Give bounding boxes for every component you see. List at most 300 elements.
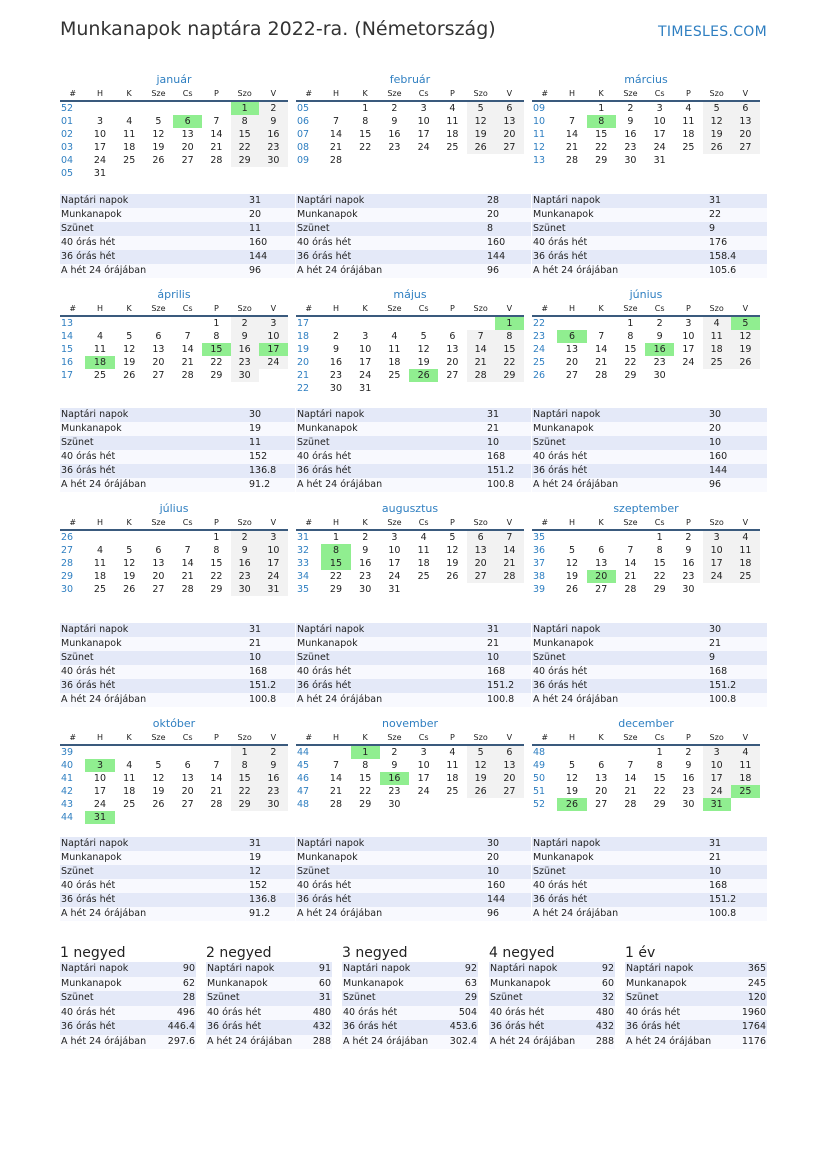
day-cell[interactable]: 7: [598, 331, 605, 342]
day-cell[interactable]: 24: [653, 142, 666, 153]
day-cell[interactable]: 17: [259, 557, 288, 570]
day-cell[interactable]: 13: [595, 558, 608, 569]
day-cell[interactable]: 8: [587, 115, 616, 128]
day-cell[interactable]: 2: [656, 318, 663, 329]
day-cell[interactable]: 5: [731, 317, 760, 330]
day-cell[interactable]: 28: [624, 799, 637, 810]
day-cell[interactable]: 23: [624, 142, 637, 153]
day-cell[interactable]: 2: [627, 103, 634, 114]
day-cell[interactable]: 13: [495, 759, 524, 772]
day-cell[interactable]: 18: [123, 142, 136, 153]
day-cell[interactable]: 22: [231, 785, 259, 798]
day-cell[interactable]: 14: [467, 343, 495, 356]
day-cell[interactable]: 2: [259, 102, 288, 115]
day-cell[interactable]: 27: [181, 155, 194, 166]
day-cell[interactable]: 2: [685, 747, 692, 758]
day-cell[interactable]: 7: [332, 760, 339, 771]
day-cell[interactable]: 12: [703, 115, 731, 128]
day-cell[interactable]: 22: [495, 356, 524, 369]
day-cell[interactable]: 23: [388, 142, 401, 153]
day-cell[interactable]: 17: [703, 557, 731, 570]
day-cell[interactable]: 16: [682, 558, 695, 569]
day-cell[interactable]: 12: [467, 115, 495, 128]
day-cell[interactable]: 23: [231, 570, 259, 583]
day-cell[interactable]: 10: [259, 544, 288, 557]
day-cell[interactable]: 17: [93, 142, 107, 153]
day-cell[interactable]: 30: [231, 583, 259, 596]
day-cell[interactable]: 13: [731, 115, 760, 128]
day-cell[interactable]: 20: [152, 571, 165, 582]
day-cell[interactable]: 22: [231, 141, 259, 154]
day-cell[interactable]: 4: [96, 331, 103, 342]
day-cell[interactable]: 11: [93, 558, 107, 569]
day-cell[interactable]: 1: [332, 532, 339, 543]
day-cell[interactable]: 20: [495, 772, 524, 785]
day-cell[interactable]: 22: [359, 142, 372, 153]
day-cell[interactable]: 4: [703, 317, 731, 330]
day-cell[interactable]: 28: [624, 584, 637, 595]
day-cell[interactable]: 30: [653, 370, 666, 381]
day-cell[interactable]: 6: [557, 330, 586, 343]
day-cell[interactable]: 2: [391, 103, 398, 114]
day-cell[interactable]: 30: [359, 584, 372, 595]
day-cell[interactable]: 26: [123, 584, 136, 595]
day-cell[interactable]: 11: [703, 330, 731, 343]
day-cell[interactable]: 19: [731, 343, 760, 356]
day-cell[interactable]: 19: [467, 128, 495, 141]
day-cell[interactable]: 19: [152, 142, 165, 153]
day-cell[interactable]: 23: [231, 356, 259, 369]
day-cell[interactable]: 18: [123, 786, 136, 797]
day-cell[interactable]: 18: [93, 571, 107, 582]
day-cell[interactable]: 15: [321, 557, 350, 570]
day-cell[interactable]: 13: [565, 344, 579, 355]
day-cell[interactable]: 26: [467, 141, 495, 154]
day-cell[interactable]: 27: [595, 799, 608, 810]
day-cell[interactable]: 12: [417, 344, 430, 355]
day-cell[interactable]: 31: [703, 798, 731, 811]
day-cell[interactable]: 28: [181, 584, 194, 595]
day-cell[interactable]: 1: [231, 746, 259, 759]
day-cell[interactable]: 15: [231, 128, 259, 141]
day-cell[interactable]: 31: [85, 811, 114, 824]
day-cell[interactable]: 26: [446, 571, 459, 582]
day-cell[interactable]: 9: [685, 760, 692, 771]
day-cell[interactable]: 23: [653, 357, 666, 368]
day-cell[interactable]: 22: [653, 571, 666, 582]
day-cell[interactable]: 27: [181, 799, 194, 810]
day-cell[interactable]: 10: [703, 544, 731, 557]
day-cell[interactable]: 27: [467, 570, 495, 583]
day-cell[interactable]: 29: [210, 370, 223, 381]
day-cell[interactable]: 1: [495, 317, 524, 330]
day-cell[interactable]: 10: [388, 545, 401, 556]
day-cell[interactable]: 10: [682, 331, 695, 342]
day-cell[interactable]: 24: [682, 357, 695, 368]
day-cell[interactable]: 3: [420, 747, 427, 758]
day-cell[interactable]: 12: [731, 330, 760, 343]
day-cell[interactable]: 11: [123, 129, 136, 140]
day-cell[interactable]: 20: [181, 142, 194, 153]
day-cell[interactable]: 3: [96, 116, 103, 127]
day-cell[interactable]: 26: [409, 369, 438, 382]
day-cell[interactable]: 15: [202, 343, 230, 356]
day-cell[interactable]: 9: [259, 115, 288, 128]
day-cell[interactable]: 24: [93, 799, 107, 810]
day-cell[interactable]: 4: [685, 103, 692, 114]
day-cell[interactable]: 6: [449, 331, 456, 342]
day-cell[interactable]: 11: [417, 545, 430, 556]
day-cell[interactable]: 29: [653, 799, 666, 810]
day-cell[interactable]: 17: [417, 773, 430, 784]
day-cell[interactable]: 16: [359, 558, 372, 569]
day-cell[interactable]: 13: [595, 773, 608, 784]
day-cell[interactable]: 21: [181, 357, 194, 368]
day-cell[interactable]: 24: [359, 370, 372, 381]
day-cell[interactable]: 30: [231, 369, 259, 382]
day-cell[interactable]: 6: [598, 760, 605, 771]
day-cell[interactable]: 22: [595, 142, 608, 153]
day-cell[interactable]: 1: [362, 103, 369, 114]
day-cell[interactable]: 18: [703, 343, 731, 356]
day-cell[interactable]: 21: [329, 786, 343, 797]
day-cell[interactable]: 28: [329, 799, 343, 810]
day-cell[interactable]: 19: [703, 128, 731, 141]
day-cell[interactable]: 3: [703, 531, 731, 544]
day-cell[interactable]: 3: [685, 318, 692, 329]
day-cell[interactable]: 14: [624, 773, 637, 784]
day-cell[interactable]: 3: [259, 317, 288, 330]
day-cell[interactable]: 26: [152, 155, 165, 166]
day-cell[interactable]: 12: [565, 558, 579, 569]
brand-link[interactable]: TIMESLES.COM: [658, 24, 767, 40]
day-cell[interactable]: 27: [495, 141, 524, 154]
day-cell[interactable]: 4: [126, 116, 133, 127]
day-cell[interactable]: 18: [731, 772, 760, 785]
day-cell[interactable]: 8: [656, 760, 663, 771]
day-cell[interactable]: 5: [568, 760, 575, 771]
day-cell[interactable]: 4: [731, 531, 760, 544]
day-cell[interactable]: 9: [259, 759, 288, 772]
day-cell[interactable]: 2: [391, 747, 398, 758]
day-cell[interactable]: 14: [565, 129, 579, 140]
day-cell[interactable]: 28: [467, 369, 495, 382]
day-cell[interactable]: 28: [495, 570, 524, 583]
day-cell[interactable]: 30: [259, 798, 288, 811]
day-cell[interactable]: 21: [565, 142, 579, 153]
day-cell[interactable]: 30: [624, 155, 637, 166]
day-cell[interactable]: 18: [388, 357, 401, 368]
day-cell[interactable]: 27: [595, 584, 608, 595]
day-cell[interactable]: 14: [181, 558, 194, 569]
day-cell[interactable]: 19: [565, 786, 579, 797]
day-cell[interactable]: 29: [495, 369, 524, 382]
day-cell[interactable]: 1: [627, 318, 634, 329]
day-cell[interactable]: 29: [624, 370, 637, 381]
day-cell[interactable]: 10: [417, 116, 430, 127]
day-cell[interactable]: 7: [213, 760, 220, 771]
day-cell[interactable]: 21: [495, 557, 524, 570]
day-cell[interactable]: 22: [329, 571, 343, 582]
day-cell[interactable]: 20: [495, 128, 524, 141]
day-cell[interactable]: 20: [565, 357, 579, 368]
day-cell[interactable]: 24: [703, 570, 731, 583]
day-cell[interactable]: 28: [329, 155, 343, 166]
day-cell[interactable]: 27: [152, 370, 165, 381]
day-cell[interactable]: 11: [93, 344, 107, 355]
day-cell[interactable]: 21: [624, 571, 637, 582]
day-cell[interactable]: 14: [210, 129, 223, 140]
day-cell[interactable]: 19: [123, 571, 136, 582]
day-cell[interactable]: 29: [231, 154, 259, 167]
day-cell[interactable]: 30: [259, 154, 288, 167]
day-cell[interactable]: 8: [362, 760, 369, 771]
day-cell[interactable]: 19: [123, 357, 136, 368]
day-cell[interactable]: 29: [653, 584, 666, 595]
day-cell[interactable]: 15: [359, 129, 372, 140]
day-cell[interactable]: 6: [155, 331, 162, 342]
day-cell[interactable]: 21: [210, 142, 223, 153]
day-cell[interactable]: 31: [653, 155, 666, 166]
day-cell[interactable]: 7: [627, 760, 634, 771]
day-cell[interactable]: 30: [388, 799, 401, 810]
day-cell[interactable]: 11: [731, 759, 760, 772]
day-cell[interactable]: 9: [362, 545, 369, 556]
day-cell[interactable]: 5: [155, 116, 162, 127]
day-cell[interactable]: 13: [152, 344, 165, 355]
day-cell[interactable]: 18: [417, 558, 430, 569]
day-cell[interactable]: 16: [380, 772, 409, 785]
day-cell[interactable]: 8: [495, 330, 524, 343]
day-cell[interactable]: 15: [231, 772, 259, 785]
day-cell[interactable]: 17: [417, 129, 430, 140]
day-cell[interactable]: 5: [126, 545, 133, 556]
day-cell[interactable]: 8: [231, 759, 259, 772]
day-cell[interactable]: 4: [731, 746, 760, 759]
day-cell[interactable]: 26: [703, 141, 731, 154]
day-cell[interactable]: 24: [703, 785, 731, 798]
day-cell[interactable]: 25: [731, 785, 760, 798]
day-cell[interactable]: 22: [359, 786, 372, 797]
day-cell[interactable]: 26: [152, 799, 165, 810]
day-cell[interactable]: 5: [449, 532, 456, 543]
day-cell[interactable]: 24: [93, 155, 107, 166]
day-cell[interactable]: 16: [329, 357, 343, 368]
day-cell[interactable]: 25: [731, 570, 760, 583]
day-cell[interactable]: 7: [627, 545, 634, 556]
day-cell[interactable]: 20: [587, 570, 616, 583]
day-cell[interactable]: 16: [231, 343, 259, 356]
day-cell[interactable]: 15: [495, 343, 524, 356]
day-cell[interactable]: 25: [123, 155, 136, 166]
day-cell[interactable]: 6: [173, 115, 202, 128]
day-cell[interactable]: 28: [210, 155, 223, 166]
day-cell[interactable]: 6: [155, 545, 162, 556]
day-cell[interactable]: 5: [467, 102, 495, 115]
day-cell[interactable]: 10: [417, 760, 430, 771]
day-cell[interactable]: 9: [685, 545, 692, 556]
day-cell[interactable]: 19: [467, 772, 495, 785]
day-cell[interactable]: 27: [446, 370, 459, 381]
day-cell[interactable]: 12: [123, 344, 136, 355]
day-cell[interactable]: 25: [388, 370, 401, 381]
day-cell[interactable]: 10: [359, 344, 372, 355]
day-cell[interactable]: 20: [467, 557, 495, 570]
day-cell[interactable]: 23: [682, 786, 695, 797]
day-cell[interactable]: 23: [359, 571, 372, 582]
day-cell[interactable]: 18: [682, 129, 695, 140]
day-cell[interactable]: 1: [231, 102, 259, 115]
day-cell[interactable]: 28: [565, 155, 579, 166]
day-cell[interactable]: 9: [391, 116, 398, 127]
day-cell[interactable]: 1: [213, 318, 220, 329]
day-cell[interactable]: 3: [391, 532, 398, 543]
day-cell[interactable]: 13: [495, 115, 524, 128]
day-cell[interactable]: 10: [703, 759, 731, 772]
day-cell[interactable]: 3: [85, 759, 114, 772]
day-cell[interactable]: 20: [595, 786, 608, 797]
day-cell[interactable]: 10: [653, 116, 666, 127]
day-cell[interactable]: 6: [184, 760, 191, 771]
day-cell[interactable]: 31: [388, 584, 401, 595]
day-cell[interactable]: 8: [321, 544, 350, 557]
day-cell[interactable]: 13: [152, 558, 165, 569]
day-cell[interactable]: 7: [213, 116, 220, 127]
day-cell[interactable]: 21: [595, 357, 608, 368]
day-cell[interactable]: 29: [595, 155, 608, 166]
day-cell[interactable]: 26: [467, 785, 495, 798]
day-cell[interactable]: 20: [152, 357, 165, 368]
day-cell[interactable]: 23: [329, 370, 343, 381]
day-cell[interactable]: 25: [93, 584, 107, 595]
day-cell[interactable]: 3: [703, 746, 731, 759]
day-cell[interactable]: 5: [126, 331, 133, 342]
day-cell[interactable]: 11: [388, 344, 401, 355]
day-cell[interactable]: 7: [184, 545, 191, 556]
day-cell[interactable]: 2: [231, 317, 259, 330]
day-cell[interactable]: 23: [259, 141, 288, 154]
day-cell[interactable]: 4: [96, 545, 103, 556]
day-cell[interactable]: 15: [359, 773, 372, 784]
day-cell[interactable]: 26: [731, 356, 760, 369]
day-cell[interactable]: 15: [210, 558, 223, 569]
day-cell[interactable]: 13: [181, 129, 194, 140]
day-cell[interactable]: 30: [682, 584, 695, 595]
day-cell[interactable]: 5: [703, 102, 731, 115]
day-cell[interactable]: 31: [93, 168, 107, 179]
day-cell[interactable]: 8: [213, 331, 220, 342]
day-cell[interactable]: 14: [210, 773, 223, 784]
day-cell[interactable]: 27: [152, 584, 165, 595]
day-cell[interactable]: 4: [126, 760, 133, 771]
day-cell[interactable]: 28: [595, 370, 608, 381]
day-cell[interactable]: 16: [231, 557, 259, 570]
day-cell[interactable]: 5: [155, 760, 162, 771]
day-cell[interactable]: 17: [388, 558, 401, 569]
day-cell[interactable]: 4: [420, 532, 427, 543]
day-cell[interactable]: 27: [495, 785, 524, 798]
day-cell[interactable]: 12: [467, 759, 495, 772]
day-cell[interactable]: 19: [417, 357, 430, 368]
day-cell[interactable]: 31: [359, 383, 372, 394]
day-cell[interactable]: 21: [329, 142, 343, 153]
day-cell[interactable]: 1: [598, 103, 605, 114]
day-cell[interactable]: 8: [231, 115, 259, 128]
day-cell[interactable]: 5: [420, 331, 427, 342]
day-cell[interactable]: 15: [624, 344, 637, 355]
day-cell[interactable]: 20: [181, 786, 194, 797]
day-cell[interactable]: 14: [181, 344, 194, 355]
day-cell[interactable]: 12: [123, 558, 136, 569]
day-cell[interactable]: 2: [362, 532, 369, 543]
day-cell[interactable]: 11: [682, 116, 695, 127]
day-cell[interactable]: 11: [123, 773, 136, 784]
day-cell[interactable]: 23: [259, 785, 288, 798]
day-cell[interactable]: 8: [213, 545, 220, 556]
day-cell[interactable]: 23: [682, 571, 695, 582]
day-cell[interactable]: 2: [332, 331, 339, 342]
day-cell[interactable]: 22: [653, 786, 666, 797]
day-cell[interactable]: 13: [446, 344, 459, 355]
day-cell[interactable]: 18: [446, 129, 459, 140]
day-cell[interactable]: 14: [624, 558, 637, 569]
day-cell[interactable]: 20: [446, 357, 459, 368]
day-cell[interactable]: 27: [565, 370, 579, 381]
day-cell[interactable]: 26: [565, 584, 579, 595]
day-cell[interactable]: 24: [417, 786, 430, 797]
day-cell[interactable]: 3: [656, 103, 663, 114]
day-cell[interactable]: 17: [653, 129, 666, 140]
day-cell[interactable]: 16: [682, 773, 695, 784]
day-cell[interactable]: 7: [495, 531, 524, 544]
day-cell[interactable]: 29: [231, 798, 259, 811]
day-cell[interactable]: 1: [656, 747, 663, 758]
day-cell[interactable]: 15: [653, 558, 666, 569]
day-cell[interactable]: 23: [388, 786, 401, 797]
day-cell[interactable]: 17: [703, 772, 731, 785]
day-cell[interactable]: 7: [184, 331, 191, 342]
day-cell[interactable]: 9: [627, 116, 634, 127]
day-cell[interactable]: 18: [446, 773, 459, 784]
day-cell[interactable]: 16: [645, 343, 674, 356]
day-cell[interactable]: 12: [152, 129, 165, 140]
day-cell[interactable]: 18: [731, 557, 760, 570]
day-cell[interactable]: 25: [682, 142, 695, 153]
day-cell[interactable]: 1: [656, 532, 663, 543]
day-cell[interactable]: 21: [210, 786, 223, 797]
day-cell[interactable]: 8: [627, 331, 634, 342]
day-cell[interactable]: 24: [259, 570, 288, 583]
day-cell[interactable]: 11: [731, 544, 760, 557]
day-cell[interactable]: 18: [85, 356, 114, 369]
day-cell[interactable]: 2: [231, 531, 259, 544]
day-cell[interactable]: 19: [152, 786, 165, 797]
day-cell[interactable]: 25: [446, 142, 459, 153]
day-cell[interactable]: 3: [420, 103, 427, 114]
day-cell[interactable]: 26: [123, 370, 136, 381]
day-cell[interactable]: 4: [449, 103, 456, 114]
day-cell[interactable]: 17: [359, 357, 372, 368]
day-cell[interactable]: 9: [332, 344, 339, 355]
day-cell[interactable]: 9: [391, 760, 398, 771]
day-cell[interactable]: 16: [259, 128, 288, 141]
day-cell[interactable]: 16: [259, 772, 288, 785]
day-cell[interactable]: 1: [351, 746, 380, 759]
day-cell[interactable]: 22: [210, 571, 223, 582]
day-cell[interactable]: 2: [259, 746, 288, 759]
day-cell[interactable]: 11: [446, 116, 459, 127]
day-cell[interactable]: 9: [656, 331, 663, 342]
